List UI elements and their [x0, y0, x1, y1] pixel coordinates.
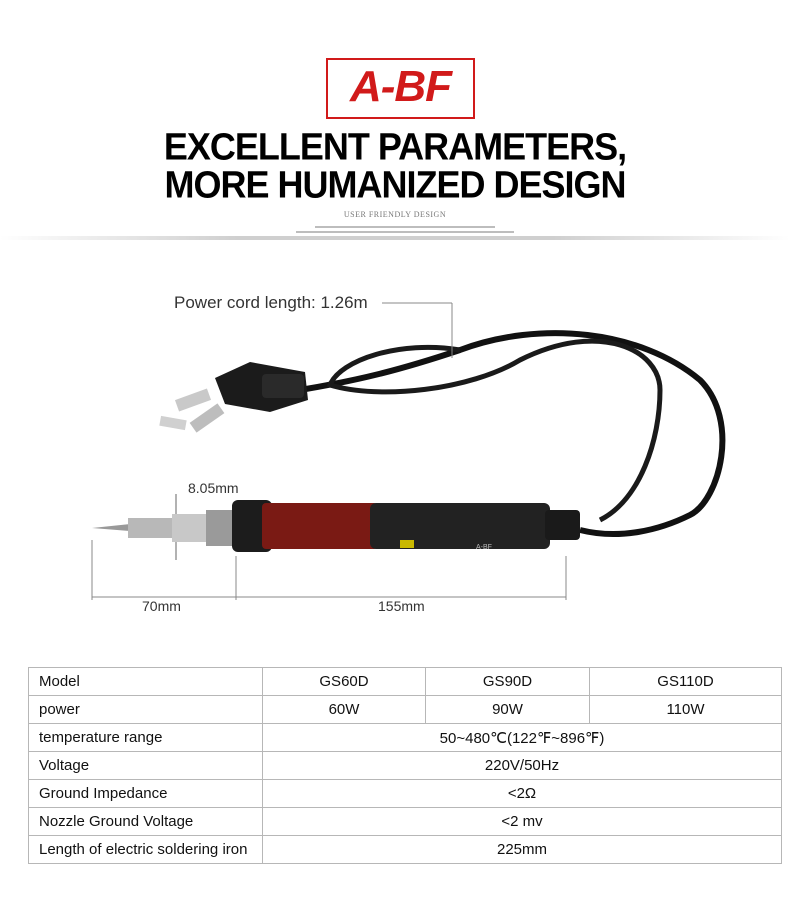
- headline-line-2: MORE HUMANIZED DESIGN: [164, 162, 626, 206]
- headline-line-1: EXCELLENT PARAMETERS,: [163, 124, 627, 168]
- table-row: [29, 780, 782, 808]
- power-gs110d: 110W: [590, 696, 782, 724]
- row-label: Nozzle Ground Voltage: [29, 808, 263, 836]
- row-label: Model: [29, 668, 263, 696]
- handle-brand-mark: A-BF: [476, 544, 492, 551]
- brand-logo-text: A-BF: [349, 62, 452, 111]
- table-row: [29, 696, 782, 724]
- row-value: 225mm: [263, 836, 782, 864]
- power-plug: [159, 362, 308, 433]
- tip-diameter-label: 8.05mm: [188, 480, 239, 496]
- subtitle: USER FRIENDLY DESIGN: [343, 210, 447, 219]
- row-value: 220V/50Hz: [263, 752, 782, 780]
- fine-print-line: [0, 226, 790, 228]
- row-value: <2Ω: [263, 780, 782, 808]
- table-row: [29, 668, 782, 696]
- fine-print-line: [0, 231, 790, 233]
- model-gs60d: GS60D: [263, 668, 426, 696]
- model-gs90d: GS90D: [426, 668, 590, 696]
- table-row: [29, 808, 782, 836]
- tip-length-label: 70mm: [142, 598, 181, 614]
- soldering-iron: [92, 500, 580, 552]
- row-value: 50~480℃(122℉~896℉): [263, 724, 782, 752]
- row-label: temperature range: [29, 724, 263, 752]
- row-value: <2 mv: [263, 808, 782, 836]
- table-row: [29, 836, 782, 864]
- soldering-iron-illustration: [0, 250, 790, 650]
- cord-length-label: Power cord length: 1.26m: [174, 293, 368, 312]
- table-row: [29, 752, 782, 780]
- model-gs110d: GS110D: [590, 668, 782, 696]
- brand-logo: [326, 58, 475, 119]
- power-gs60d: 60W: [263, 696, 426, 724]
- row-label: Length of electric soldering iron: [29, 836, 263, 864]
- row-label: Voltage: [29, 752, 263, 780]
- power-gs90d: 90W: [426, 696, 590, 724]
- table-row: [29, 724, 782, 752]
- spec-table: [28, 667, 782, 864]
- power-cord-loop: [330, 341, 660, 520]
- row-label: Ground Impedance: [29, 780, 263, 808]
- divider: [0, 236, 790, 240]
- handle-length-label: 155mm: [378, 598, 425, 614]
- row-label: power: [29, 696, 263, 724]
